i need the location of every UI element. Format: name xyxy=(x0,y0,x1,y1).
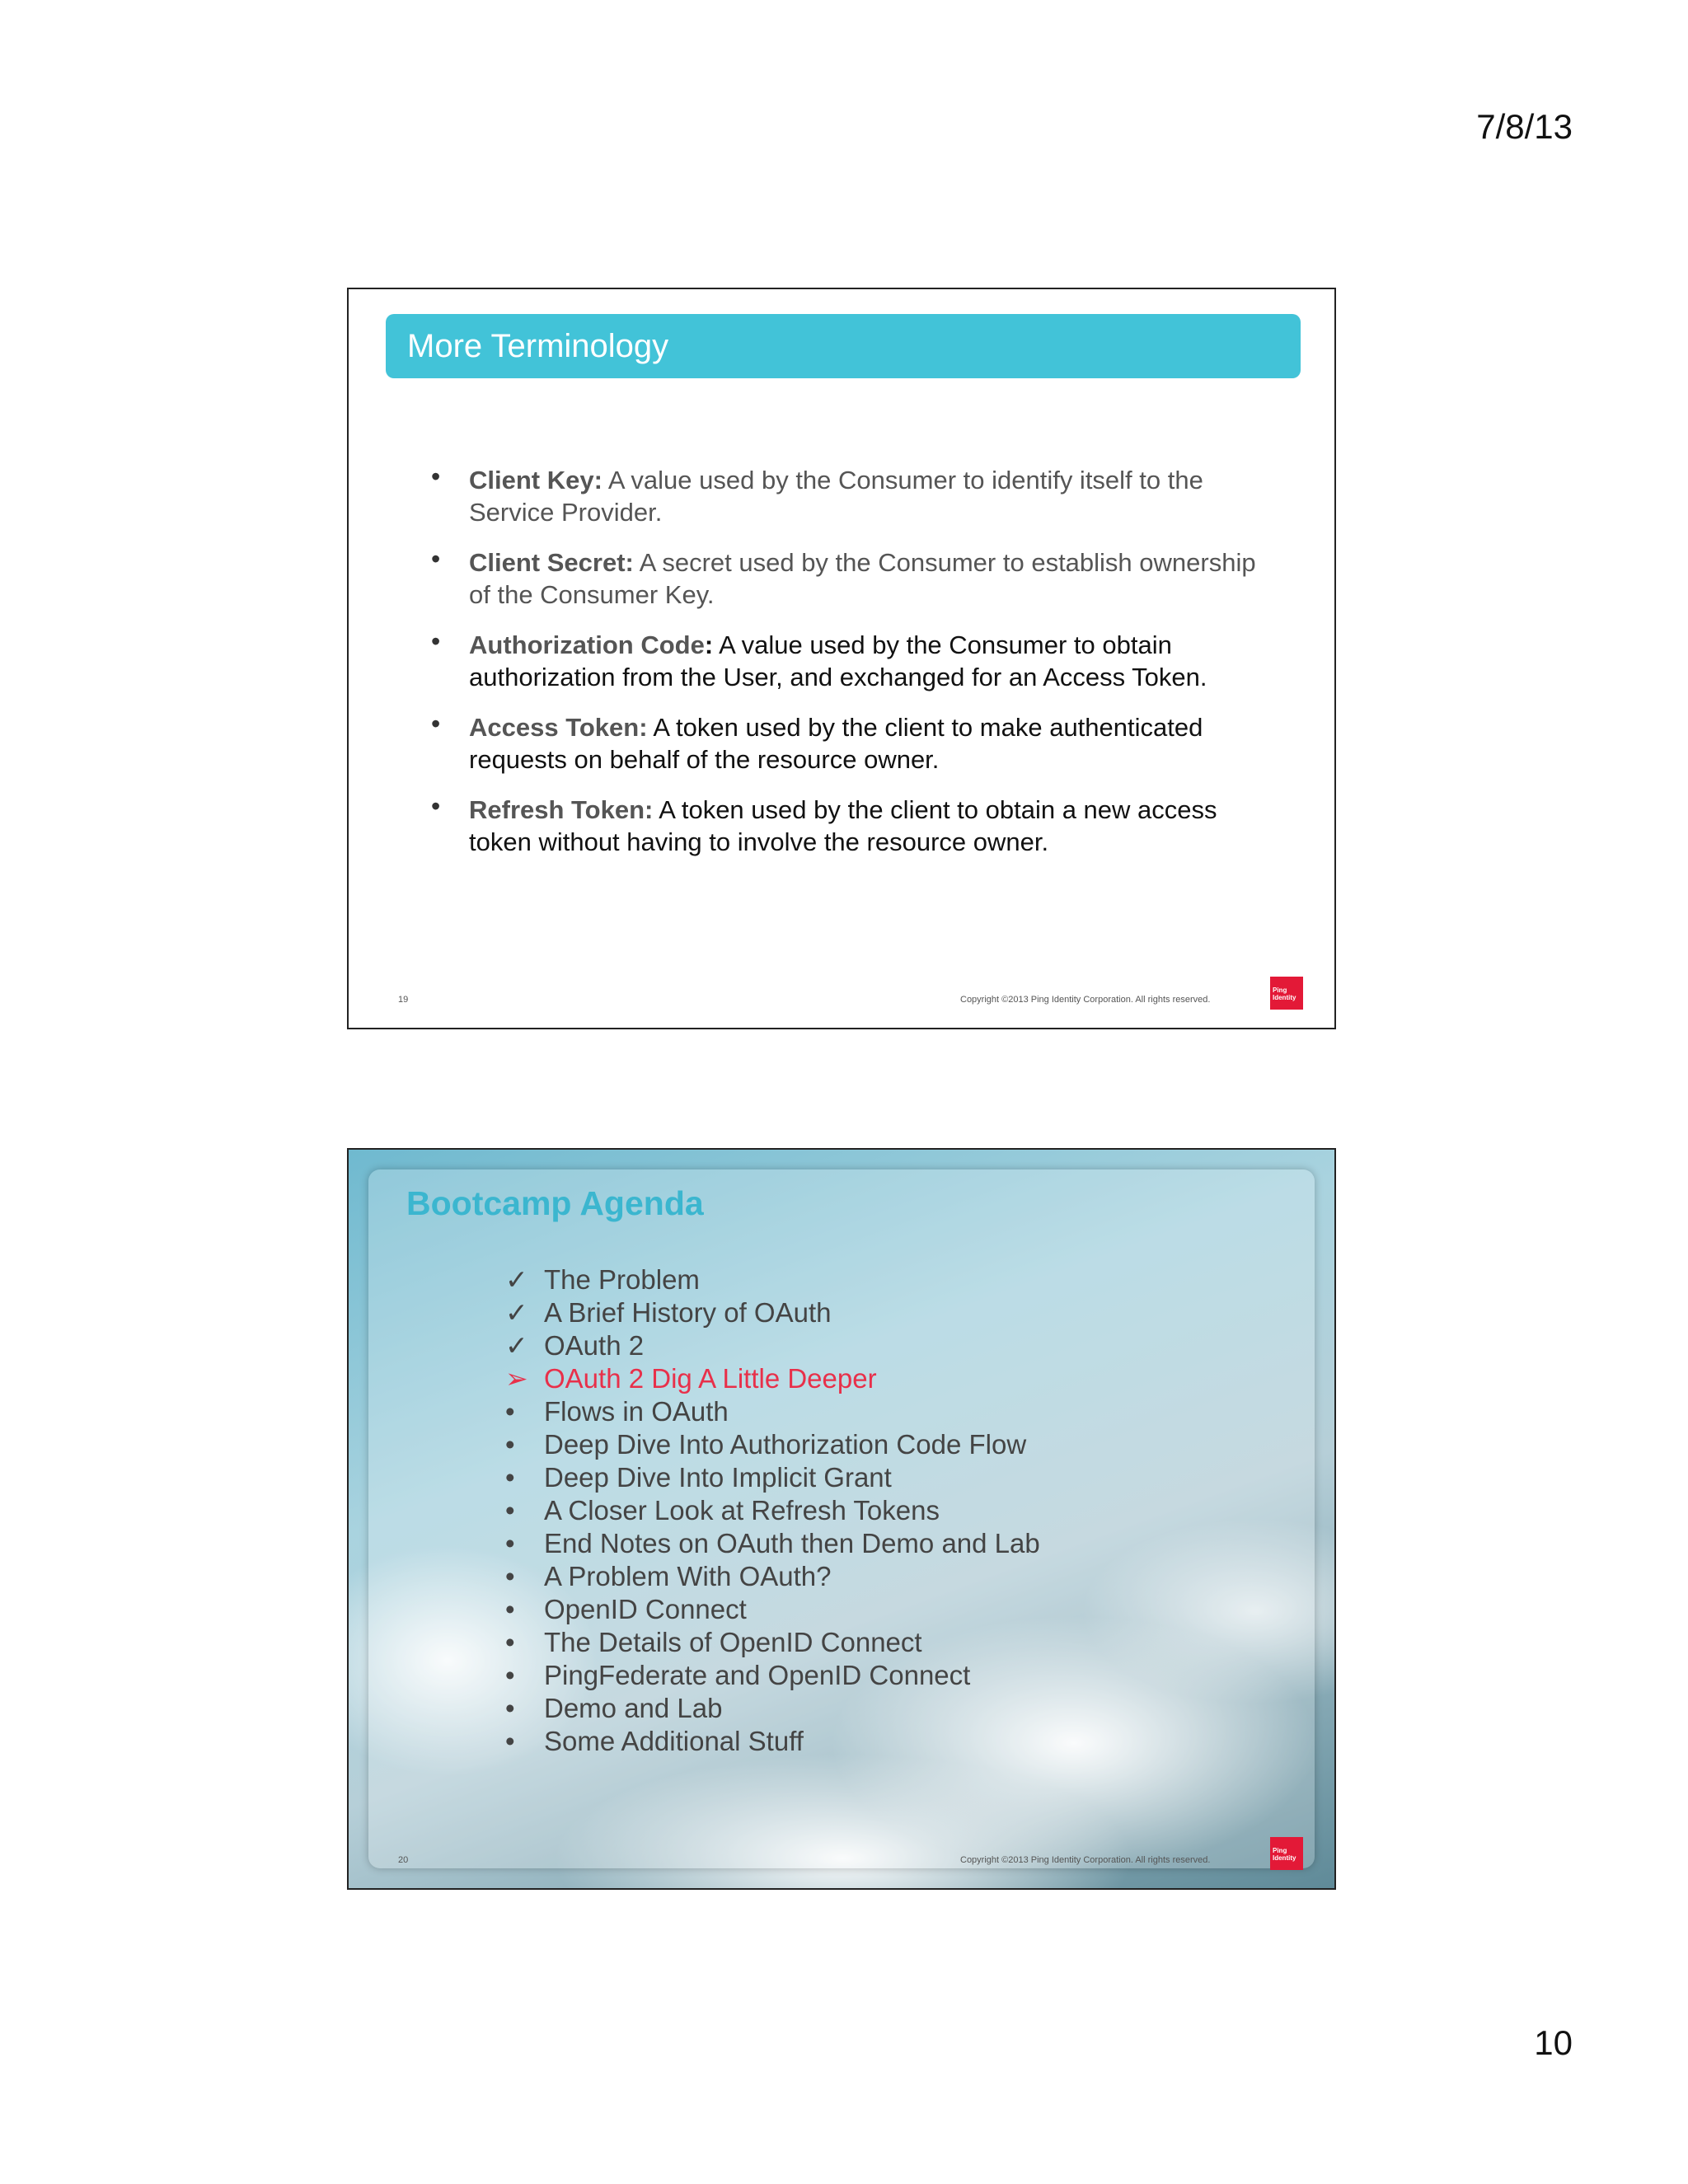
bullet-icon: • xyxy=(505,1495,515,1526)
ping-identity-logo xyxy=(1270,977,1303,1010)
agenda-item xyxy=(505,1395,1040,1428)
bullet-icon: • xyxy=(431,626,441,656)
agenda-label: PingFederate and OpenID Connect xyxy=(544,1660,971,1690)
agenda-item xyxy=(505,1527,1040,1560)
bullet-icon: • xyxy=(505,1462,515,1493)
agenda-label: The Problem xyxy=(544,1264,700,1295)
logo-text: Ping xyxy=(1273,987,1287,994)
agenda-item xyxy=(505,1560,1040,1593)
copyright-notice: Copyright ©2013 Ping Identity Corporation. All rights reserved. xyxy=(960,995,1211,1005)
agenda-item xyxy=(505,1329,1040,1362)
logo-text: Ping xyxy=(1273,1847,1287,1854)
agenda-item xyxy=(505,1692,1040,1725)
agenda-item xyxy=(505,1461,1040,1494)
agenda-item-current xyxy=(505,1362,1040,1395)
agenda-label: OpenID Connect xyxy=(544,1594,747,1624)
agenda-label: Deep Dive Into Implicit Grant xyxy=(544,1462,892,1493)
term-key: Access Token: xyxy=(469,713,648,742)
bullet-icon: • xyxy=(505,1693,515,1723)
agenda-label: OAuth 2 Dig A Little Deeper xyxy=(544,1363,877,1394)
check-icon: ✓ xyxy=(505,1297,528,1328)
slide-title: Bootcamp Agenda xyxy=(406,1184,704,1222)
bullet-icon: • xyxy=(505,1561,515,1591)
bullet-icon: • xyxy=(505,1627,515,1657)
page-number: 10 xyxy=(1534,2023,1573,2062)
agenda-label: A Problem With OAuth? xyxy=(544,1561,832,1591)
bullet-icon: • xyxy=(505,1594,515,1624)
term-definition: A token used by the client to make authenticated requests on behalf of the resource owner. xyxy=(469,713,1203,774)
bullet-icon: • xyxy=(505,1726,515,1756)
bullet-icon: • xyxy=(431,462,441,491)
agenda-item xyxy=(505,1626,1040,1659)
bullet-icon: • xyxy=(431,544,441,574)
agenda-label: OAuth 2 xyxy=(544,1330,645,1361)
agenda-label: A Closer Look at Refresh Tokens xyxy=(544,1495,940,1526)
check-icon: ✓ xyxy=(505,1264,528,1295)
ping-identity-logo xyxy=(1270,1837,1303,1870)
agenda-label: Some Additional Stuff xyxy=(544,1726,804,1756)
slide-number: 19 xyxy=(398,995,409,1005)
term-definition: A token used by the client to obtain a new access token without having to involve the resource owner. xyxy=(469,795,1217,856)
term-key: Refresh Token: xyxy=(469,795,654,824)
agenda-label: Flows in OAuth xyxy=(544,1396,729,1427)
agenda-item xyxy=(505,1263,1040,1296)
list-item xyxy=(431,711,1272,776)
bullet-icon: • xyxy=(505,1528,515,1558)
slide-bootcamp-agenda xyxy=(347,1148,1336,1890)
agenda-item xyxy=(505,1659,1040,1692)
agenda-item xyxy=(505,1593,1040,1626)
agenda-label: Deep Dive Into Authorization Code Flow xyxy=(544,1429,1027,1460)
agenda-item xyxy=(505,1296,1040,1329)
term-key: Client Secret: xyxy=(469,548,634,577)
agenda-list xyxy=(505,1263,1040,1758)
list-item xyxy=(431,626,1272,693)
page-date: 7/8/13 xyxy=(1476,107,1573,146)
bullet-icon: • xyxy=(505,1660,515,1690)
copyright-notice: Copyright ©2013 Ping Identity Corporation. All rights reserved. xyxy=(960,1855,1211,1865)
slide-number: 20 xyxy=(398,1855,409,1865)
check-icon: ✓ xyxy=(505,1330,528,1361)
agenda-label: The Details of OpenID Connect xyxy=(544,1627,922,1657)
agenda-item xyxy=(505,1428,1040,1461)
bullet-icon: • xyxy=(505,1396,515,1427)
bullet-icon: • xyxy=(431,791,441,821)
term-separator: : xyxy=(704,630,714,659)
term-key: Authorization Code xyxy=(469,630,705,659)
term-definition: A secret used by the Consumer to establish ownership of the Consumer Key. xyxy=(469,548,1256,609)
agenda-item xyxy=(505,1494,1040,1527)
term-key: Client Key: xyxy=(469,466,603,494)
terminology-list xyxy=(431,464,1272,876)
agenda-label: Demo and Lab xyxy=(544,1693,723,1723)
term-definition: A value used by the Consumer to identify itself to the Service Provider. xyxy=(469,466,1203,527)
agenda-label: A Brief History of OAuth xyxy=(544,1297,832,1328)
list-item xyxy=(431,791,1272,858)
arrow-icon: ➢ xyxy=(505,1363,528,1394)
agenda-item xyxy=(505,1725,1040,1758)
slide-more-terminology xyxy=(347,288,1336,1029)
list-item xyxy=(431,464,1272,528)
slide-title: More Terminology xyxy=(386,314,1301,378)
logo-text: Identity xyxy=(1273,1854,1296,1862)
agenda-label: End Notes on OAuth then Demo and Lab xyxy=(544,1528,1040,1558)
list-item xyxy=(431,546,1272,611)
term-definition: A value used by the Consumer to obtain authorization from the User, and exchanged for an Access Token. xyxy=(469,630,1207,691)
bullet-icon: • xyxy=(431,709,441,738)
bullet-icon: • xyxy=(505,1429,515,1460)
logo-text: Identity xyxy=(1273,994,1296,1001)
